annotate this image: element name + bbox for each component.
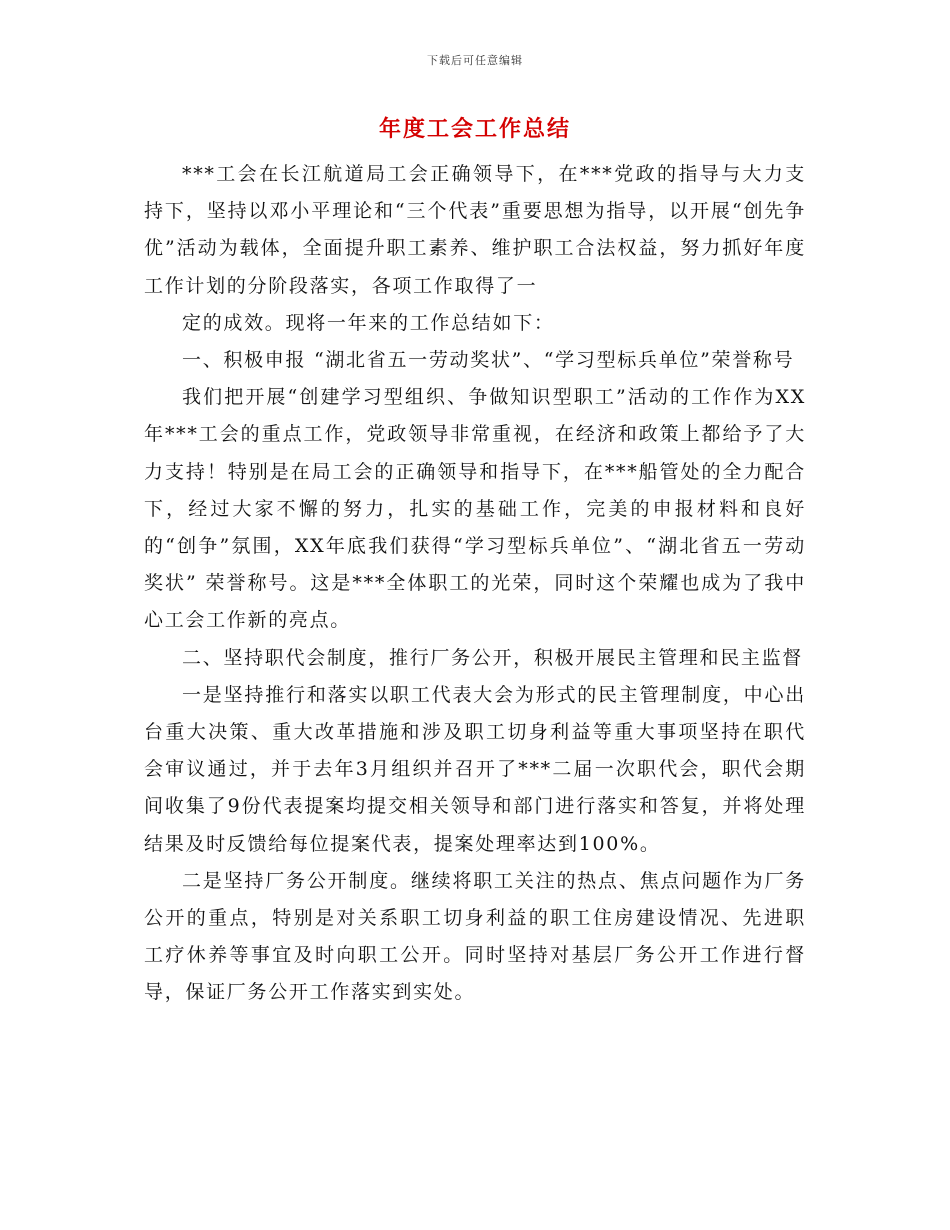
paragraph-section-2-point-1: 一是坚持推行和落实以职工代表大会为形式的民主管理制度，中心出台重大决策、重大改革措施和涉及职工切身利益等重大事项坚持在职代会审议通过，并于去年3月组织并召开了***二届一次职代会，职代会期间收集了9份代表提案均提交相关领导和部门进行落实和答复，并将处理结果及时反馈给每位提案代表，提案处理率达到100%。 (144, 683, 806, 855)
paragraph-section-1: 我们把开展“创建学习型组织、争做知识型职工”活动的工作作为XX年***工会的重点工作，党政领导非常重视，在经济和政策上都给予了大力支持！特别是在局工会的正确领导和指导下，在***船管处的全力配合下，经过大家不懈的努力，扎实的基础工作，完美的申报材料和良好的“创争”氛围，XX年底我们获得“学习型标兵单位”、“湖北省五一劳动奖状” 荣誉称号。这是***全体职工的光荣，同时这个荣耀也成为了我中心工会工作新的亮点。 (144, 386, 806, 632)
paragraph-intro: ***工会在长江航道局工会正确领导下，在***党政的指导与大力支持下，坚持以邓小平理论和“三个代表”重要思想为指导，以开展“创先争优”活动为载体，全面提升职工素养、维护职工合法权益，努力抓好年度工作计划的分阶段落实，各项工作取得了一 (144, 163, 806, 297)
document-title: 年度工会工作总结 (378, 116, 571, 142)
paragraph-section-2-point-2: 二是坚持厂务公开制度。继续将职工关注的热点、焦点问题作为厂务公开的重点，特别是对关系职工切身利益的职工住房建设情况、先进职工疗休养等事宜及时向职工公开。同时坚持对基层厂务公开工作进行督导，保证厂务公开工作落实到实处。 (144, 869, 806, 1004)
page-header-note: 下载后可任意编辑 (427, 54, 523, 67)
document-body (144, 156, 806, 1012)
section-heading-1: 一、积极申报 “湖北省五一劳动奖状”、“学习型标兵单位”荣誉称号 (182, 349, 795, 372)
paragraph-intro-continued: 定的成效。现将一年来的工作总结如下： (182, 311, 555, 334)
section-heading-2: 二、坚持职代会制度，推行厂务公开，积极开展民主管理和民主监督 (182, 646, 804, 669)
